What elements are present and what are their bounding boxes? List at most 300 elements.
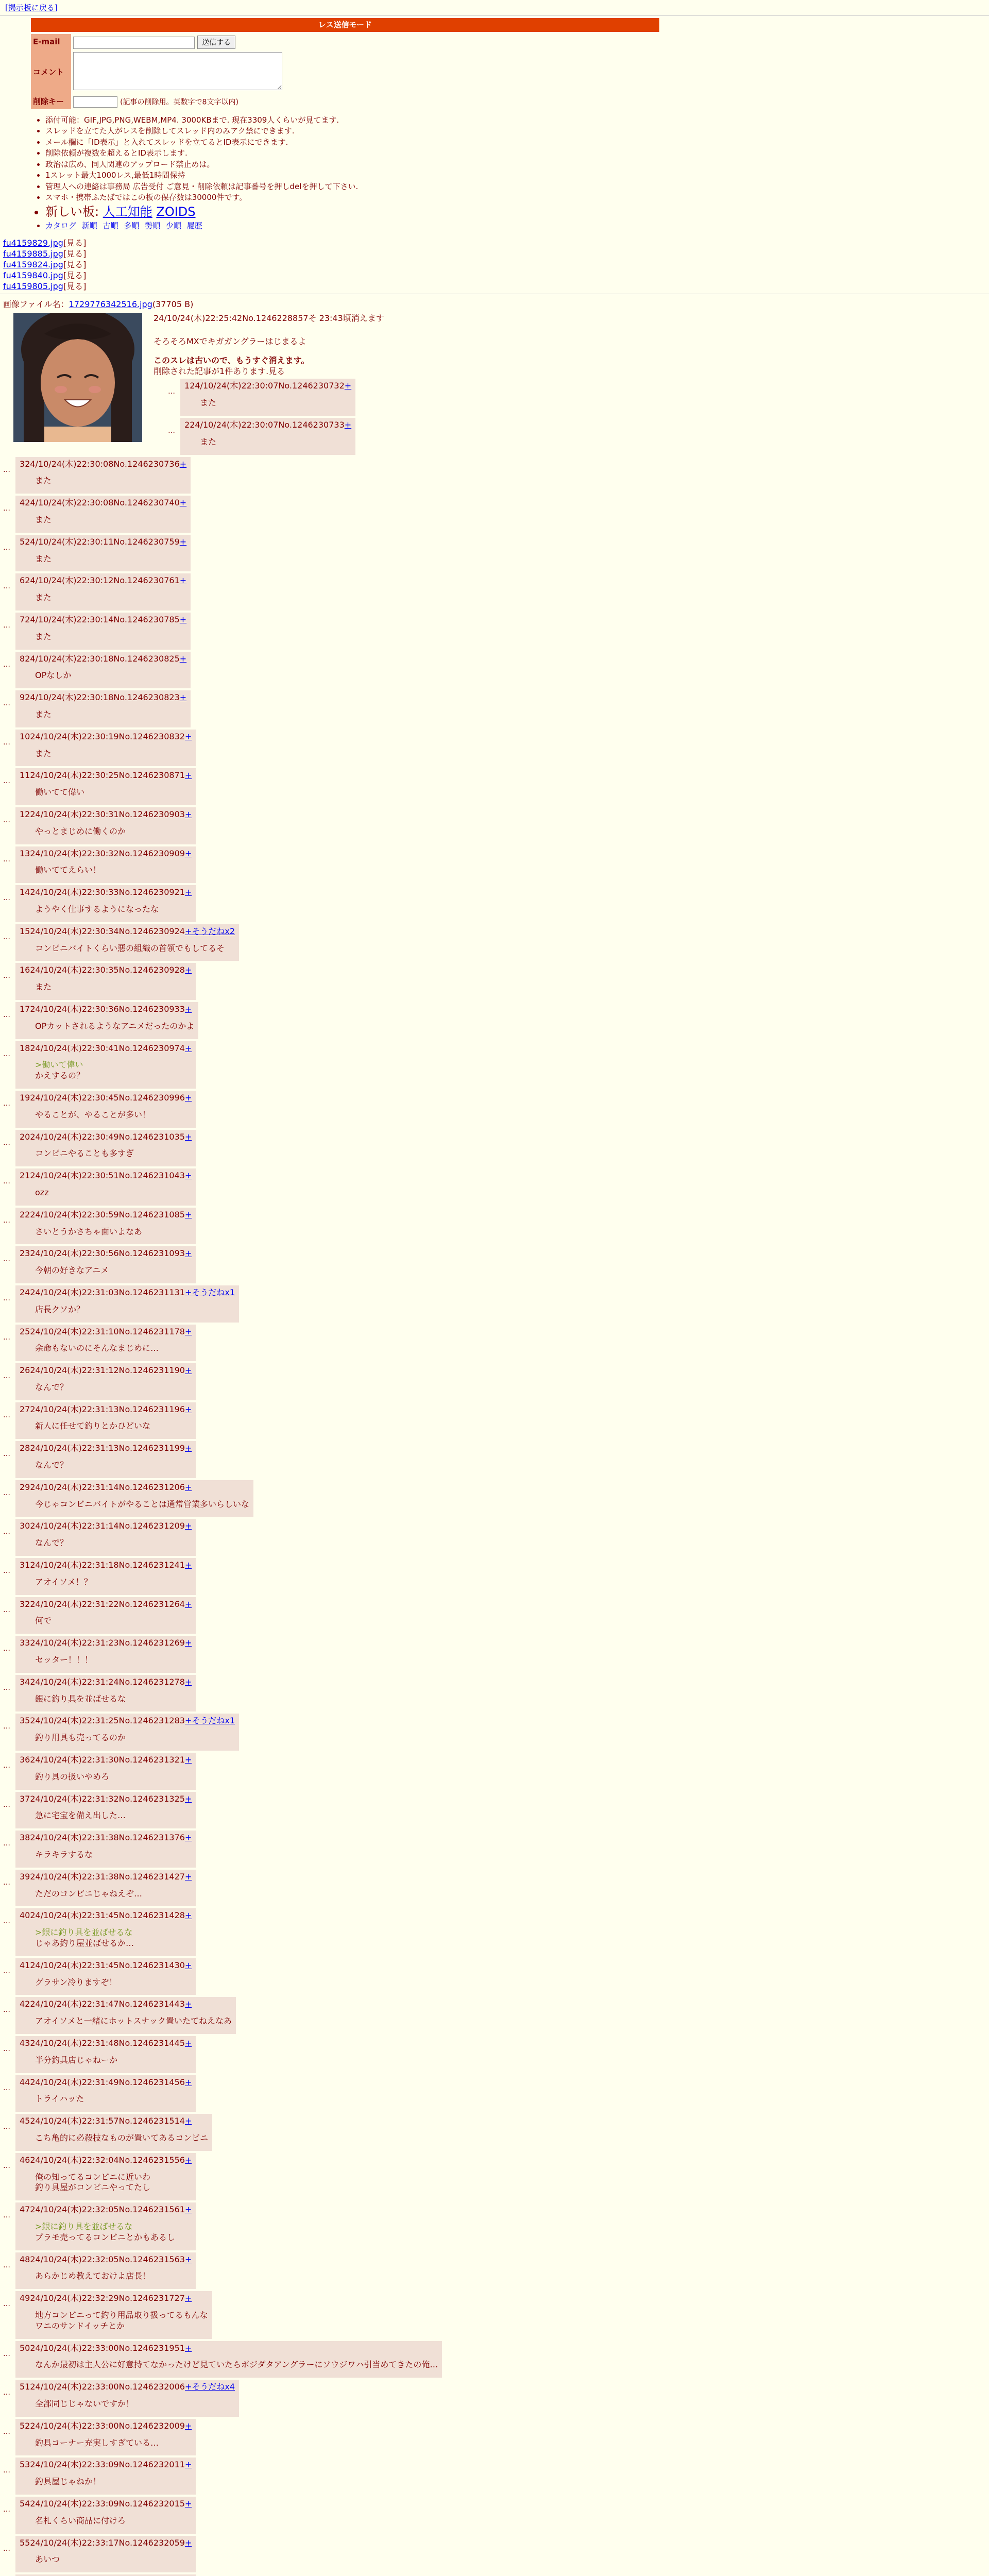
thread <box>3 299 986 2576</box>
reply-post <box>3 1246 986 1283</box>
sodane-plus-button[interactable]: + <box>344 381 352 391</box>
reply-indent-marker: … <box>3 1528 10 1536</box>
reply-number: 54 <box>20 2498 30 2509</box>
reply-text: 今じゃコンビニバイトがやることは通常営業多いらしいな <box>35 1499 250 1509</box>
reply-text: また <box>35 748 52 758</box>
reply-timestamp-id[interactable]: 24/10/24(木)22:30:51No.1246231043 <box>30 1171 185 1181</box>
reply-indent-marker: … <box>3 2044 10 2053</box>
reply-number: 4 <box>20 498 25 508</box>
reply-body <box>35 709 186 720</box>
reply-text: セッター！！！ <box>35 1655 93 1665</box>
comment-textarea[interactable] <box>73 52 282 90</box>
reply-timestamp-id[interactable]: 24/10/24(木)22:31:38No.1246231376 <box>30 1833 185 1843</box>
sodane-count[interactable]: そうだねx1 <box>192 1716 235 1726</box>
reply-text: OPカットされるようなアニメだったのかよ <box>35 1021 195 1031</box>
reply-timestamp-id[interactable]: 24/10/24(木)22:31:57No.1246231514 <box>30 2116 185 2126</box>
reply-timestamp-id[interactable]: 24/10/24(木)22:30:31No.1246230903 <box>30 809 185 819</box>
reply-timestamp-id[interactable]: 24/10/24(木)22:30:41No.1246230974 <box>30 1043 185 1053</box>
sodane-plus-button[interactable]: + <box>184 1521 192 1531</box>
reply-meta <box>20 1560 192 1571</box>
reply-text: キラキラするな <box>35 1850 93 1860</box>
sodane-plus-button[interactable]: + <box>184 731 192 741</box>
sodane-plus-button[interactable]: + <box>184 1793 192 1804</box>
reply-post <box>3 1908 986 1956</box>
reply-timestamp-id[interactable]: 24/10/24(木)22:32:04No.1246231556 <box>30 2155 185 2165</box>
catalog-link[interactable]: カタログ <box>45 221 77 230</box>
reply-text: あいつ <box>35 2554 60 2565</box>
reply-quote: >働いて偉い <box>35 1060 83 1070</box>
reply-meta <box>20 1521 192 1532</box>
recent-file-link[interactable]: fu4159840.jpg <box>3 270 63 280</box>
sodane-plus-button[interactable]: + <box>184 1043 192 1053</box>
thread-image-link[interactable]: 1729776342516.jpg <box>69 299 152 310</box>
reply-number: 20 <box>20 1131 30 1142</box>
reply-timestamp-id[interactable]: 24/10/24(木)22:30:18No.1246230823 <box>25 692 180 703</box>
reply-text: 働いててえらい！ <box>35 865 101 875</box>
reply-post <box>3 768 986 805</box>
recent-file-link[interactable]: fu4159805.jpg <box>3 281 63 291</box>
reply-body <box>35 1460 192 1471</box>
sodane-plus-button[interactable]: + <box>184 1676 192 1687</box>
history-link[interactable]: 履歴 <box>186 221 202 230</box>
thread-thumbnail[interactable] <box>13 313 142 442</box>
form-table <box>31 34 284 109</box>
reply-indent-marker: … <box>3 2161 10 2170</box>
sort-few-link[interactable]: 少順 <box>165 221 181 230</box>
reply-body <box>35 2399 235 2410</box>
reply-body <box>35 1577 192 1588</box>
reply-text: こち亀的に必殺技なものが置いてあるコンビニ <box>35 2132 209 2143</box>
reply-meta <box>20 1043 192 1054</box>
reply-number: 7 <box>20 615 25 625</box>
reply-meta <box>20 1638 192 1649</box>
reply-post <box>3 690 986 727</box>
sodane-plus-button[interactable]: + <box>184 1638 192 1648</box>
sodane-plus-button[interactable]: + <box>179 498 187 508</box>
reply-timestamp-id[interactable]: 24/10/24(木)22:31:14No.1246231206 <box>30 1482 185 1492</box>
reply-meta <box>20 1404 192 1415</box>
reply-meta <box>20 2293 208 2304</box>
reply-meta <box>20 2421 192 2432</box>
reply-indent-marker: … <box>3 1567 10 1575</box>
reply-box <box>15 1246 196 1283</box>
reply-meta <box>20 2116 208 2127</box>
sodane-plus-button[interactable]: + <box>184 2537 192 2548</box>
reply-meta <box>20 498 186 509</box>
reply-timestamp-id[interactable]: 24/10/24(木)22:31:30No.1246231321 <box>30 1755 185 1765</box>
reply-body <box>35 1538 192 1549</box>
recent-file-row <box>3 270 986 281</box>
reply-timestamp-id[interactable]: 24/10/24(木)22:30:59No.1246231085 <box>30 1209 185 1219</box>
email-field[interactable] <box>73 37 195 49</box>
rule-item: • 1スレット最大1000レス,最低1時間保持 <box>45 171 659 181</box>
reply-timestamp-id[interactable]: 24/10/24(木)22:31:13No.1246231196 <box>30 1404 185 1414</box>
reply-number: 37 <box>20 1793 30 1804</box>
reply-timestamp-id[interactable]: 24/10/24(木)22:30:07No.1246230733 <box>190 420 345 430</box>
reply-body <box>35 1927 192 1949</box>
reply-number: 19 <box>20 1092 30 1103</box>
reply-text: トライハッた <box>35 2094 84 2104</box>
reply-text: 銀に釣り具を並ばせるな <box>35 1693 126 1704</box>
reply-body <box>35 2055 192 2066</box>
sodane-plus-button[interactable]: + <box>184 2077 192 2087</box>
reply-number: 3 <box>20 459 25 469</box>
reply-post <box>3 1325 986 1362</box>
reply-box <box>15 1792 196 1829</box>
reply-meta <box>20 1960 192 1971</box>
sodane-plus-button[interactable]: + <box>184 770 192 781</box>
reply-indent-marker: … <box>3 933 10 941</box>
new-boards-prefix: 新しい板: <box>45 204 99 219</box>
reply-post <box>3 2380 986 2417</box>
reply-body <box>35 1499 249 1510</box>
sodane-plus-button[interactable]: + <box>184 1599 192 1609</box>
reply-number: 33 <box>20 1638 30 1648</box>
reply-indent-marker: … <box>3 582 10 591</box>
sodane-plus-button[interactable]: + <box>184 1482 192 1492</box>
reply-box <box>15 2291 212 2338</box>
reply-meta <box>20 732 192 742</box>
sort-old-link[interactable]: 古順 <box>103 221 118 230</box>
reply-indent-marker: … <box>3 660 10 669</box>
reply-body <box>35 1227 192 1238</box>
reply-post <box>3 1558 986 1595</box>
sodane-plus-button[interactable]: + <box>179 692 187 703</box>
reply-post <box>3 1958 986 1995</box>
reply-indent-marker: … <box>3 1645 10 1653</box>
sodane-plus-button[interactable]: + <box>184 2205 192 2215</box>
reply-timestamp-id[interactable]: 24/10/24(木)22:31:45No.1246231430 <box>30 1960 185 1970</box>
reply-box <box>15 1636 196 1673</box>
reply-timestamp-id[interactable]: 24/10/24(木)22:31:22No.1246231264 <box>30 1599 185 1609</box>
sodane-plus-button[interactable]: + <box>179 575 187 586</box>
reply-indent-marker: … <box>3 1722 10 1731</box>
reply-post <box>3 457 986 494</box>
reply-post <box>3 1831 986 1868</box>
sodane-plus-button[interactable]: + <box>184 1131 192 1142</box>
reply-post <box>3 1441 986 1478</box>
recent-file-link[interactable]: fu4159885.jpg <box>3 249 63 259</box>
reply-text: なんで？ <box>35 1382 69 1392</box>
reply-post <box>3 924 986 961</box>
sodane-plus-button[interactable]: + <box>179 653 187 664</box>
reply-number: 28 <box>20 1443 30 1453</box>
sodane-plus-button[interactable]: + <box>184 1171 192 1181</box>
reply-post <box>3 1480 986 1517</box>
sodane-plus-button[interactable]: + <box>184 2038 192 2048</box>
sodane-plus-button[interactable]: + <box>179 615 187 625</box>
recent-file-row <box>3 238 986 249</box>
return-to-board-link[interactable]: [掲示板に戻る] <box>5 3 58 12</box>
reply-timestamp-id[interactable]: 24/10/24(木)22:31:45No.1246231428 <box>30 1910 185 1921</box>
sodane-plus-button[interactable]: + <box>184 2460 192 2470</box>
reply-meta <box>20 1171 192 1181</box>
reply-timestamp-id[interactable]: 24/10/24(木)22:31:13No.1246231199 <box>30 1443 185 1453</box>
new-boards-item <box>45 204 659 220</box>
sodane-plus-button[interactable]: + <box>344 420 352 430</box>
reply-box <box>15 1002 198 1039</box>
reply-text: また <box>35 553 52 564</box>
sodane-plus-button[interactable]: + <box>184 1209 192 1219</box>
reply-timestamp-id[interactable]: 24/10/24(木)22:32:29No.1246231727 <box>30 2293 185 2303</box>
reply-timestamp-id[interactable]: 24/10/24(木)22:32:05No.1246231561 <box>30 2205 185 2215</box>
sodane-plus-button[interactable]: + <box>184 1004 192 1014</box>
sodane-plus-button[interactable]: + <box>179 459 187 469</box>
sodane-plus-button[interactable]: + <box>184 1248 192 1259</box>
sodane-plus-button[interactable]: + <box>184 809 192 819</box>
reply-timestamp-id[interactable]: 24/10/24(木)22:31:24No.1246231278 <box>30 1676 185 1687</box>
reply-timestamp-id[interactable]: 24/10/24(木)22:30:14No.1246230785 <box>25 615 180 625</box>
reply-timestamp-id[interactable]: 24/10/24(木)22:31:23No.1246231269 <box>30 1638 185 1648</box>
reply-meta <box>20 2499 192 2510</box>
sodane-plus-button[interactable]: + <box>184 1443 192 1453</box>
reply-post <box>3 1091 986 1128</box>
sodane-plus-button[interactable]: + <box>184 965 192 975</box>
reply-text: また <box>200 398 217 408</box>
sodane-plus-button[interactable]: + <box>184 1960 192 1970</box>
reply-indent-marker: … <box>3 1761 10 1770</box>
reply-timestamp-id[interactable]: 24/10/24(木)22:31:32No.1246231325 <box>30 1793 185 1804</box>
board-rules <box>45 115 659 231</box>
reply-indent-marker: … <box>3 1488 10 1497</box>
reply-post <box>3 2419 986 2456</box>
sodane-plus-button[interactable]: + <box>184 1871 192 1882</box>
board-link-zoids[interactable]: ZOIDS <box>156 204 196 219</box>
reply-body <box>35 1021 194 1032</box>
reply-box <box>15 2036 196 2073</box>
rule-item: • 管理人への連絡は事務局 広告受付 ご意見・削除依頼は記事番号を押しdelを押して下さい. <box>45 182 659 192</box>
reply-timestamp-id[interactable]: 24/10/24(木)22:30:45No.1246230996 <box>30 1092 185 1103</box>
reply-post <box>3 807 986 844</box>
reply-indent-marker: … <box>3 1917 10 1926</box>
reply-meta <box>20 1287 235 1298</box>
reply-meta <box>20 1132 192 1143</box>
reply-text: なんで？ <box>35 1460 69 1470</box>
reply-text: 全部同じじゃないですか！ <box>35 2398 134 2409</box>
reply-post <box>3 846 986 884</box>
reply-number: 39 <box>20 1871 30 1882</box>
reply-indent-marker: … <box>3 1450 10 1459</box>
reply-number: 18 <box>20 1043 30 1053</box>
reply-meta <box>20 1794 192 1805</box>
reply-post <box>3 2341 986 2378</box>
reply-meta <box>20 459 186 470</box>
reply-timestamp-id[interactable]: 24/10/24(木)22:33:00No.1246231951 <box>30 2343 185 2353</box>
reply-box <box>15 1958 196 1995</box>
reply-indent-marker: … <box>3 1049 10 1058</box>
reply-number: 25 <box>20 1326 30 1336</box>
board-link-ai[interactable]: 人工知能 <box>103 204 152 219</box>
thumbnail-illustration <box>13 313 142 442</box>
reply-box <box>15 2458 196 2495</box>
reply-text: また <box>200 436 217 447</box>
reply-timestamp-id[interactable]: 24/10/24(木)22:30:11No.1246230759 <box>25 536 180 547</box>
sodane-plus-button[interactable]: + <box>179 536 187 547</box>
sodane-plus-button[interactable]: + <box>184 2254 192 2264</box>
sodane-plus-button[interactable]: + <box>184 926 192 936</box>
reply-meta <box>20 1599 192 1610</box>
reply-indent-marker: … <box>3 1605 10 1614</box>
sodane-plus-button[interactable]: + <box>184 1365 192 1376</box>
reply-timestamp-id[interactable]: 24/10/24(木)22:33:17No.1246232059 <box>30 2537 185 2548</box>
reply-box <box>15 963 196 1000</box>
sodane-plus-button[interactable]: + <box>184 2293 192 2303</box>
reply-indent-marker: … <box>3 2083 10 2092</box>
reply-timestamp-id[interactable]: 24/10/24(木)22:31:38No.1246231427 <box>30 1871 185 1882</box>
reply-text: また <box>35 631 52 641</box>
sodane-count[interactable]: そうだねx4 <box>192 2382 235 2392</box>
sodane-plus-button[interactable]: + <box>184 1833 192 1843</box>
sodane-plus-button[interactable]: + <box>184 1560 192 1570</box>
reply-box <box>15 613 191 650</box>
reply-post <box>3 1597 986 1634</box>
reply-meta <box>20 770 192 781</box>
sodane-plus-button[interactable]: + <box>184 2498 192 2509</box>
reply-post <box>3 573 986 611</box>
reply-timestamp-id[interactable]: 24/10/24(木)22:31:03No.1246231131 <box>30 1287 185 1297</box>
sodane-plus-button[interactable]: + <box>184 2420 192 2431</box>
reply-timestamp-id[interactable]: 24/10/24(木)22:30:08No.1246230740 <box>25 498 180 508</box>
reply-post <box>3 535 986 572</box>
reply-meta <box>20 1872 192 1883</box>
sodane-count[interactable]: そうだねx2 <box>192 926 235 936</box>
sodane-plus-button[interactable]: + <box>184 2343 192 2353</box>
reply-timestamp-id[interactable]: 24/10/24(木)22:33:00No.1246232009 <box>30 2420 185 2431</box>
sodane-plus-button[interactable]: + <box>184 2155 192 2165</box>
reply-timestamp-id[interactable]: 24/10/24(木)22:30:32No.1246230909 <box>30 848 185 858</box>
delete-key-note: (記事の削除用。英数字で8文字以内) <box>120 98 238 107</box>
reply-timestamp-id[interactable]: 24/10/24(木)22:30:35No.1246230928 <box>30 965 185 975</box>
reply-timestamp-id[interactable]: 24/10/24(木)22:33:09No.1246232015 <box>30 2498 185 2509</box>
reply-meta <box>20 2538 192 2549</box>
reply-timestamp-id[interactable]: 24/10/24(木)22:30:12No.1246230761 <box>25 575 180 586</box>
reply-body <box>35 632 186 642</box>
reply-number: 43 <box>20 2038 30 2048</box>
reply-timestamp-id[interactable]: 24/10/24(木)22:30:33No.1246230921 <box>30 887 185 897</box>
sodane-plus-button[interactable]: + <box>184 1326 192 1336</box>
delete-key-field[interactable] <box>73 96 117 108</box>
sodane-plus-button[interactable]: + <box>184 1287 192 1297</box>
reply-indent-marker: … <box>3 972 10 980</box>
reply-text: 釣り用具も売ってるのか <box>35 1733 126 1743</box>
sodane-plus-button[interactable]: + <box>184 1999 192 2009</box>
reply-meta <box>20 575 186 586</box>
reply-timestamp-id[interactable]: 24/10/24(木)22:31:47No.1246231443 <box>30 1999 185 2009</box>
sodane-plus-button[interactable]: + <box>184 1716 192 1726</box>
sodane-plus-button[interactable]: + <box>184 1910 192 1921</box>
reply-timestamp-id[interactable]: 24/10/24(木)22:30:36No.1246230933 <box>30 1004 185 1014</box>
reply-text: 店長クソか？ <box>35 1304 85 1314</box>
reply-timestamp-id[interactable]: 24/10/24(木)22:30:18No.1246230825 <box>25 653 180 664</box>
reply-timestamp-id[interactable]: 24/10/24(木)22:30:34No.1246230924 <box>30 926 185 936</box>
sort-momentum-link[interactable]: 勢順 <box>145 221 161 230</box>
sodane-plus-button[interactable]: + <box>184 2382 192 2392</box>
sodane-count[interactable]: そうだねx1 <box>192 1287 235 1297</box>
reply-box <box>15 2153 196 2200</box>
reply-mode-bar: レス送信モード <box>31 18 659 32</box>
sodane-plus-button[interactable]: + <box>184 1404 192 1414</box>
reply-timestamp-id[interactable]: 24/10/24(木)22:33:00No.1246232006 <box>30 2382 185 2392</box>
reply-timestamp-id[interactable]: 24/10/24(木)22:30:49No.1246231035 <box>30 1131 185 1142</box>
recent-file-link[interactable]: fu4159829.jpg <box>3 238 63 248</box>
reply-number: 45 <box>20 2116 30 2126</box>
sodane-plus-button[interactable]: + <box>184 1755 192 1765</box>
reply-text: やることが、やることが多い！ <box>35 1109 151 1120</box>
reply-number: 41 <box>20 1960 30 1970</box>
reply-box <box>15 1997 236 2034</box>
reply-indent-marker: … <box>3 2123 10 2131</box>
reply-timestamp-id[interactable]: 24/10/24(木)22:33:09No.1246232011 <box>30 2460 185 2470</box>
reply-number: 50 <box>20 2343 30 2353</box>
sort-many-link[interactable]: 多順 <box>124 221 140 230</box>
sodane-plus-button[interactable]: + <box>184 2116 192 2126</box>
reply-body <box>35 2094 192 2105</box>
reply-timestamp-id[interactable]: 24/10/24(木)22:31:14No.1246231209 <box>30 1521 185 1531</box>
reply-timestamp-id[interactable]: 24/10/24(木)22:30:56No.1246231093 <box>30 1248 185 1259</box>
reply-text: ようやく仕事するようになったな <box>35 904 159 914</box>
reply-timestamp-id[interactable]: 24/10/24(木)22:31:12No.1246231190 <box>30 1365 185 1376</box>
reply-indent-marker: … <box>3 2006 10 2014</box>
reply-number: 35 <box>20 1716 30 1726</box>
reply-indent-marker: … <box>3 2505 10 2514</box>
reply-timestamp-id[interactable]: 24/10/24(木)22:30:08No.1246230736 <box>25 459 180 469</box>
reply-number: 53 <box>20 2460 30 2470</box>
reply-meta <box>20 692 186 703</box>
sort-new-link[interactable]: 新順 <box>81 221 97 230</box>
reply-box <box>15 1519 196 1556</box>
reply-timestamp-id[interactable]: 24/10/24(木)22:32:05No.1246231563 <box>30 2254 185 2264</box>
reply-post <box>168 418 986 455</box>
reply-text: 名札くらい商品に付けろ <box>35 2515 126 2526</box>
reply-meta <box>20 849 192 859</box>
rule-item: • 政治は広め、同人関連のアップロード禁止めは。 <box>45 160 659 170</box>
submit-button[interactable]: 送信する <box>197 36 235 49</box>
reply-body <box>35 2172 192 2194</box>
reply-number: 26 <box>20 1365 30 1376</box>
reply-number: 8 <box>20 653 25 664</box>
reply-text: 釣り具の扱いやめろ <box>35 1771 110 1782</box>
reply-box <box>15 1870 196 1907</box>
reply-number: 47 <box>20 2205 30 2215</box>
reply-body <box>35 2360 438 2370</box>
reply-timestamp-id[interactable]: 24/10/24(木)22:31:25No.1246231283 <box>30 1716 185 1726</box>
reply-timestamp-id[interactable]: 24/10/24(木)22:30:07No.1246230732 <box>190 381 345 391</box>
reply-number: 51 <box>20 2382 30 2392</box>
sodane-plus-button[interactable]: + <box>184 1092 192 1103</box>
reply-timestamp-id[interactable]: 24/10/24(木)22:31:49No.1246231456 <box>30 2077 185 2087</box>
reply-timestamp-id[interactable]: 24/10/24(木)22:31:48No.1246231445 <box>30 2038 185 2048</box>
reply-post <box>3 2497 986 2534</box>
reply-body <box>35 865 192 876</box>
reply-box <box>15 1558 196 1595</box>
reply-body <box>35 1772 192 1783</box>
reply-indent-marker: … <box>3 1010 10 1019</box>
reply-timestamp-id[interactable]: 24/10/24(木)22:30:25No.1246230871 <box>30 770 185 781</box>
reply-text: また <box>35 982 52 992</box>
reply-text: アオイソメと一緒にホットスナック置いたてねえなあ <box>35 2016 232 2026</box>
recent-file-link[interactable]: fu4159824.jpg <box>3 260 63 270</box>
sodane-plus-button[interactable]: + <box>184 848 192 858</box>
reply-timestamp-id[interactable]: 24/10/24(木)22:31:10No.1246231178 <box>30 1326 185 1336</box>
expire-warning: このスレは古いので、もうすぐ消えます。 <box>154 355 310 365</box>
reply-timestamp-id[interactable]: 24/10/24(木)22:30:19No.1246230832 <box>30 731 185 741</box>
reply-body <box>35 1889 192 1900</box>
reply-timestamp-id[interactable]: 24/10/24(木)22:31:18No.1246231241 <box>30 1560 185 1570</box>
reply-indent-marker: … <box>3 2466 10 2475</box>
reply-text: なんか最初は主人公に好意持てなかったけど見ていたらポジダタアングラーにソウジワハ引当めてきたの俺… <box>35 2360 438 2370</box>
sodane-plus-button[interactable]: + <box>184 887 192 897</box>
reply-body <box>35 1188 192 1198</box>
